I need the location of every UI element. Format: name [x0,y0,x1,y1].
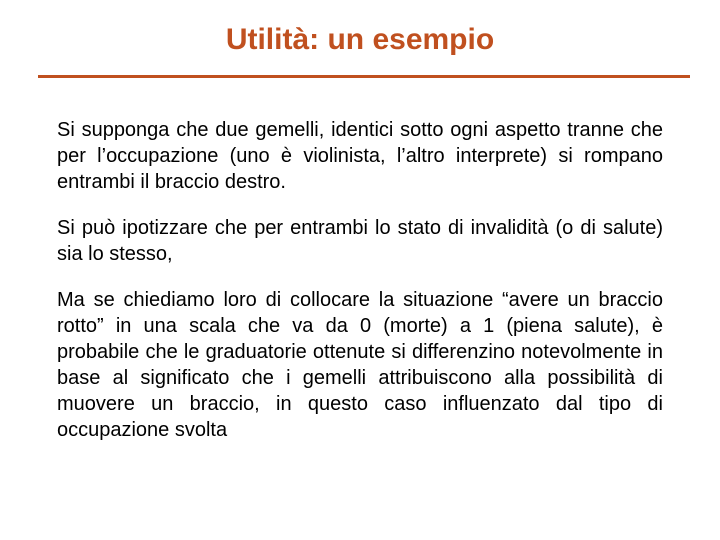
paragraph-twins-example: Si supponga che due gemelli, identici sotto ogni aspetto tranne che per l’occupazione (uno è violinista, l’altro interprete) si rompano entrambi il braccio destro. [57,119,663,193]
slide-body [57,117,663,463]
title-divider [38,75,690,78]
paragraph-utility-scale: Ma se chiediamo loro di collocare la situazione “avere un braccio rotto” in una scala che va da 0 (morte) a 1 (piena salute), è probabile che le graduatorie ottenute si differenzino notevolmente in base al significato che i gemelli attribuiscono alla possibilità di muovere un braccio, in questo caso influenzato dal tipo di occupazione svolta [57,289,663,441]
slide-title: Utilità: un esempio [225,23,495,56]
paragraph-same-health-state: Si può ipotizzare che per entrambi lo stato di invalidità (o di salute) sia lo stesso, [57,217,663,265]
